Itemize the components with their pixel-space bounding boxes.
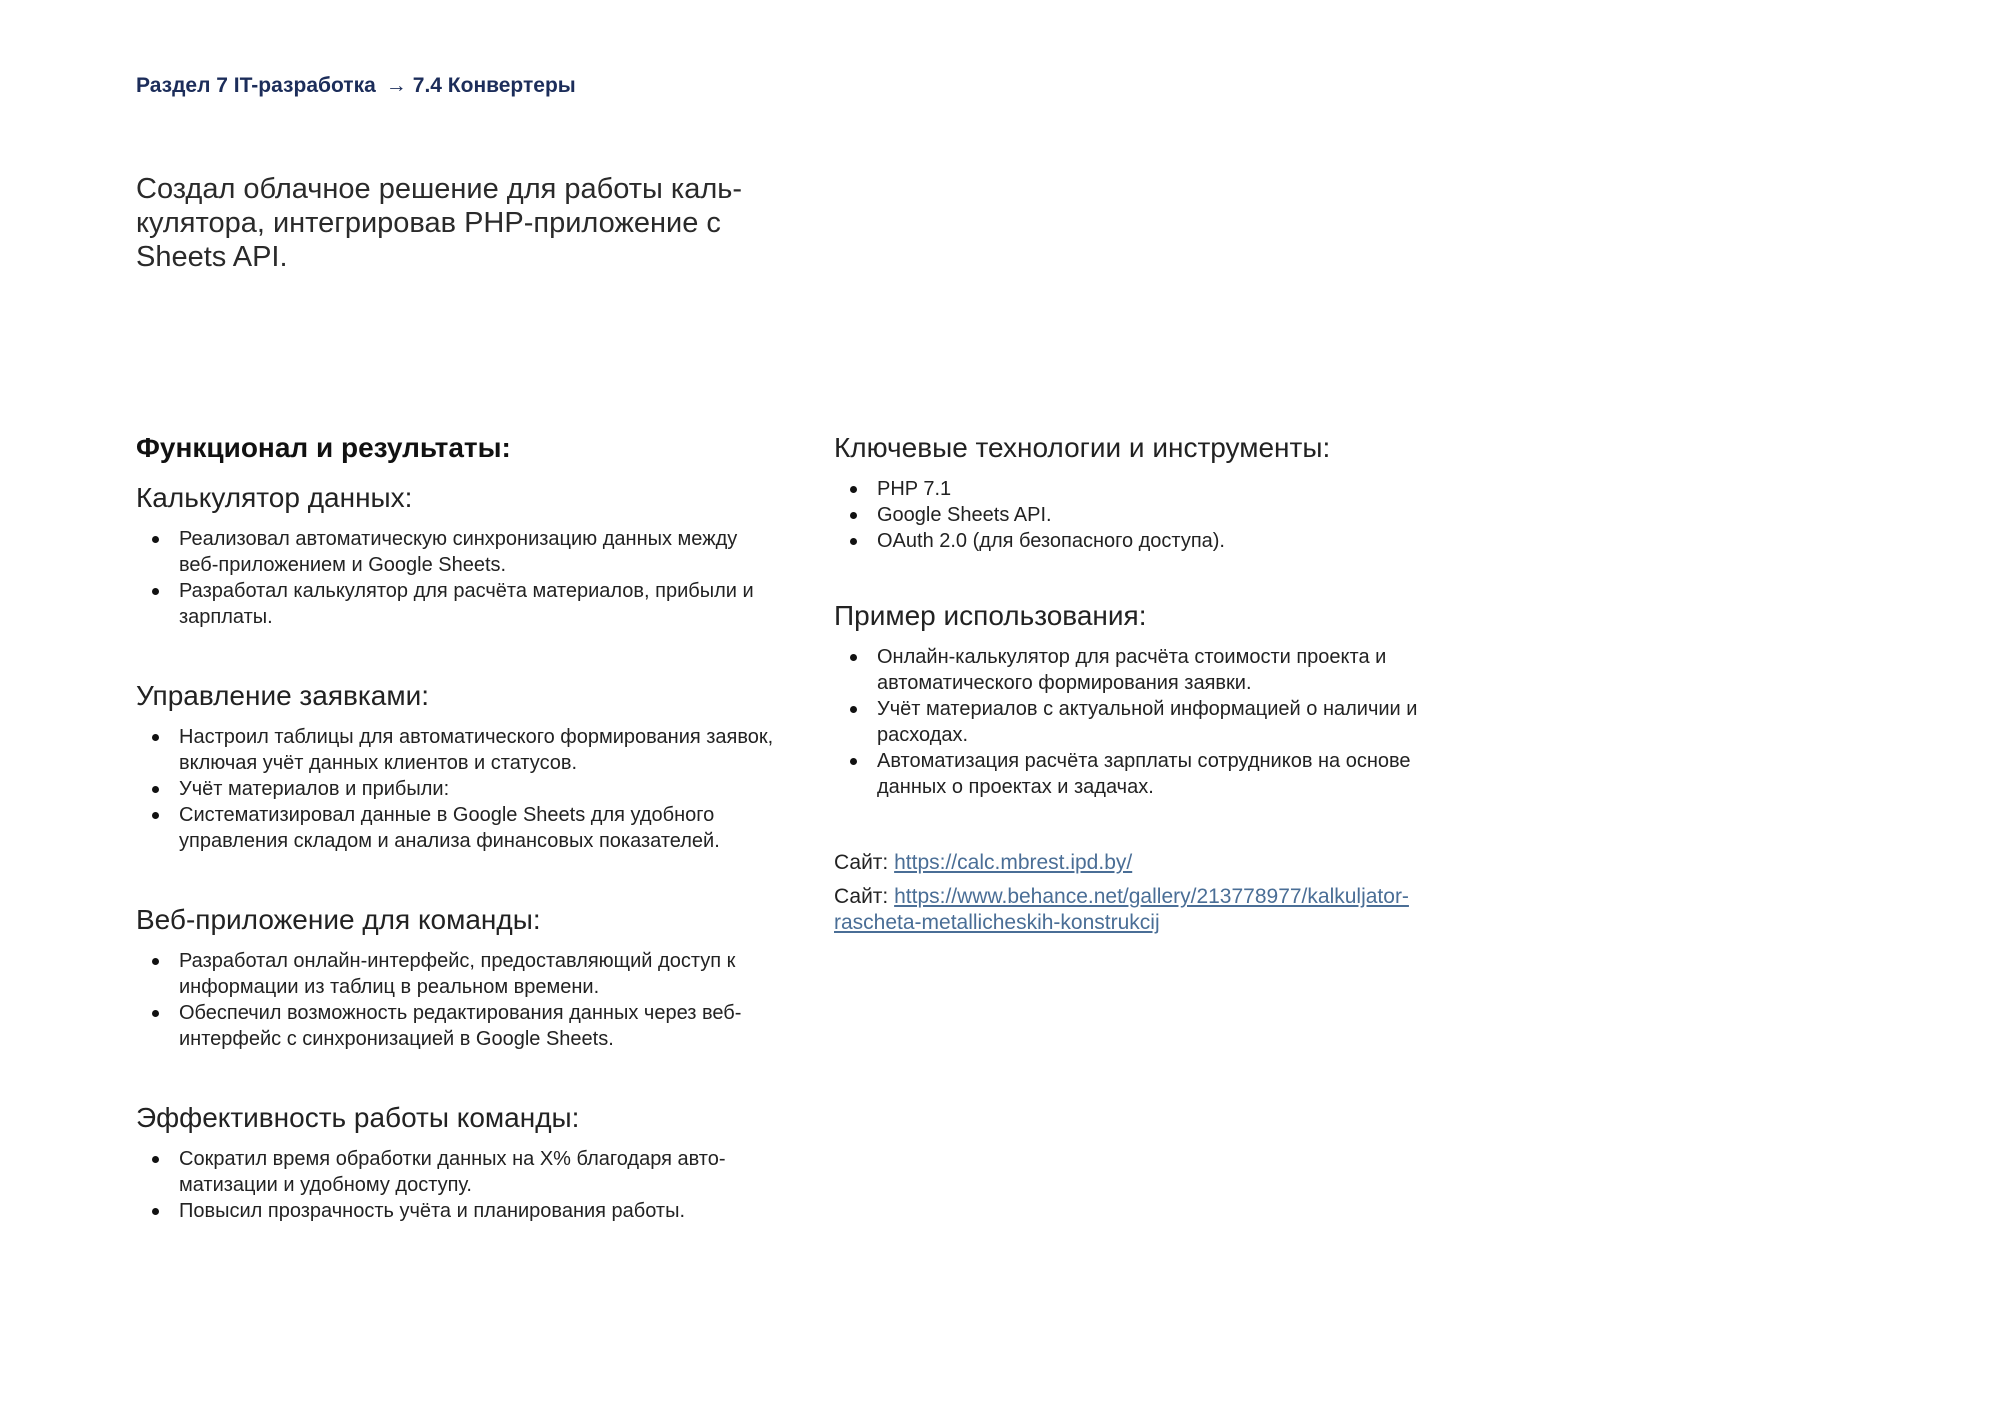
section-calculator: [136, 480, 776, 630]
intro-text: Создал облачное решение для работы каль-кулятора, интегрировав PHP-приложение с Sheets API.: [136, 173, 743, 273]
list-item: Учёт материалов и прибыли:: [179, 776, 776, 802]
breadcrumb-section[interactable]: Раздел 7 IT-разработка: [136, 74, 376, 97]
list-item: Обеспечил возможность редактирования данных через веб-интерфейс с синхронизацией в Google Sheets.: [179, 1000, 776, 1052]
site-line: [834, 850, 1474, 876]
bullet-list: [136, 526, 776, 630]
section-title: Пример использования:: [834, 600, 1147, 631]
site-link-calc[interactable]: https://calc.mbrest.ipd.by/: [894, 851, 1133, 874]
section-usage: [834, 598, 1474, 800]
bullet-list: [136, 724, 776, 854]
section-title: Веб-приложение для команды:: [136, 904, 541, 935]
list-item: Учёт материалов с актуальной информацией о наличии и расходах.: [877, 696, 1474, 748]
site-label: Сайт:: [834, 885, 889, 908]
section-orders: [136, 678, 776, 854]
breadcrumb-subsection[interactable]: 7.4 Конвертеры: [412, 74, 576, 97]
section-title: Калькулятор данных:: [136, 482, 413, 513]
left-column: [136, 430, 776, 1224]
bullet-list: [136, 948, 776, 1052]
site-label: Сайт:: [834, 851, 889, 874]
list-item: Онлайн-калькулятор для расчёта стоимости проекта и автоматического формирования заявки.: [877, 644, 1474, 696]
bullet-list: [136, 1146, 776, 1224]
section-title: Управление заявками:: [136, 680, 429, 711]
breadcrumb: [136, 74, 576, 98]
list-item: Реализовал автоматическую синхронизацию данных между веб-приложением и Google Sheets.: [179, 526, 776, 578]
section-title: Эффективность работы команды:: [136, 1102, 580, 1133]
list-item: Систематизировал данные в Google Sheets для удобного управления складом и анализа финансовых показателей.: [179, 802, 776, 854]
right-column: [834, 430, 1474, 944]
bullet-list: [834, 476, 1474, 554]
list-item: Разработал калькулятор для расчёта материалов, прибыли и зарплаты.: [179, 578, 776, 630]
section-title: Ключевые технологии и инструменты:: [834, 432, 1331, 463]
section-webapp: [136, 902, 776, 1052]
list-item: OAuth 2.0 (для безопасного доступа).: [877, 528, 1474, 554]
site-line: [834, 884, 1474, 936]
list-item: Автоматизация расчёта зарплаты сотрудников на основе данных о проектах и задачах.: [877, 748, 1474, 800]
section-efficiency: [136, 1100, 776, 1224]
list-item: Google Sheets API.: [877, 502, 1474, 528]
site-link-behance[interactable]: https://www.behance.net/gallery/213778977/kalkuljator-rascheta-metallicheskih-konstrukcij: [834, 885, 1409, 934]
list-item: Разработал онлайн-интерфейс, предоставляющий доступ к информации из таблиц в реальном времени.: [179, 948, 776, 1000]
breadcrumb-arrow-icon: →: [385, 74, 407, 97]
sites-block: [834, 850, 1474, 936]
list-item: Сократил время обработки данных на X% благодаря авто-матизации и удобному доступу.: [179, 1146, 776, 1198]
list-item: Повысил прозрачность учёта и планирования работы.: [179, 1198, 776, 1224]
bullet-list: [834, 644, 1474, 800]
list-item: Настроил таблицы для автоматического формирования заявок, включая учёт данных клиентов и статусов.: [179, 724, 776, 776]
features-heading: Функционал и результаты:: [136, 432, 511, 463]
list-item: PHP 7.1: [877, 476, 1474, 502]
section-tech: [834, 430, 1474, 554]
